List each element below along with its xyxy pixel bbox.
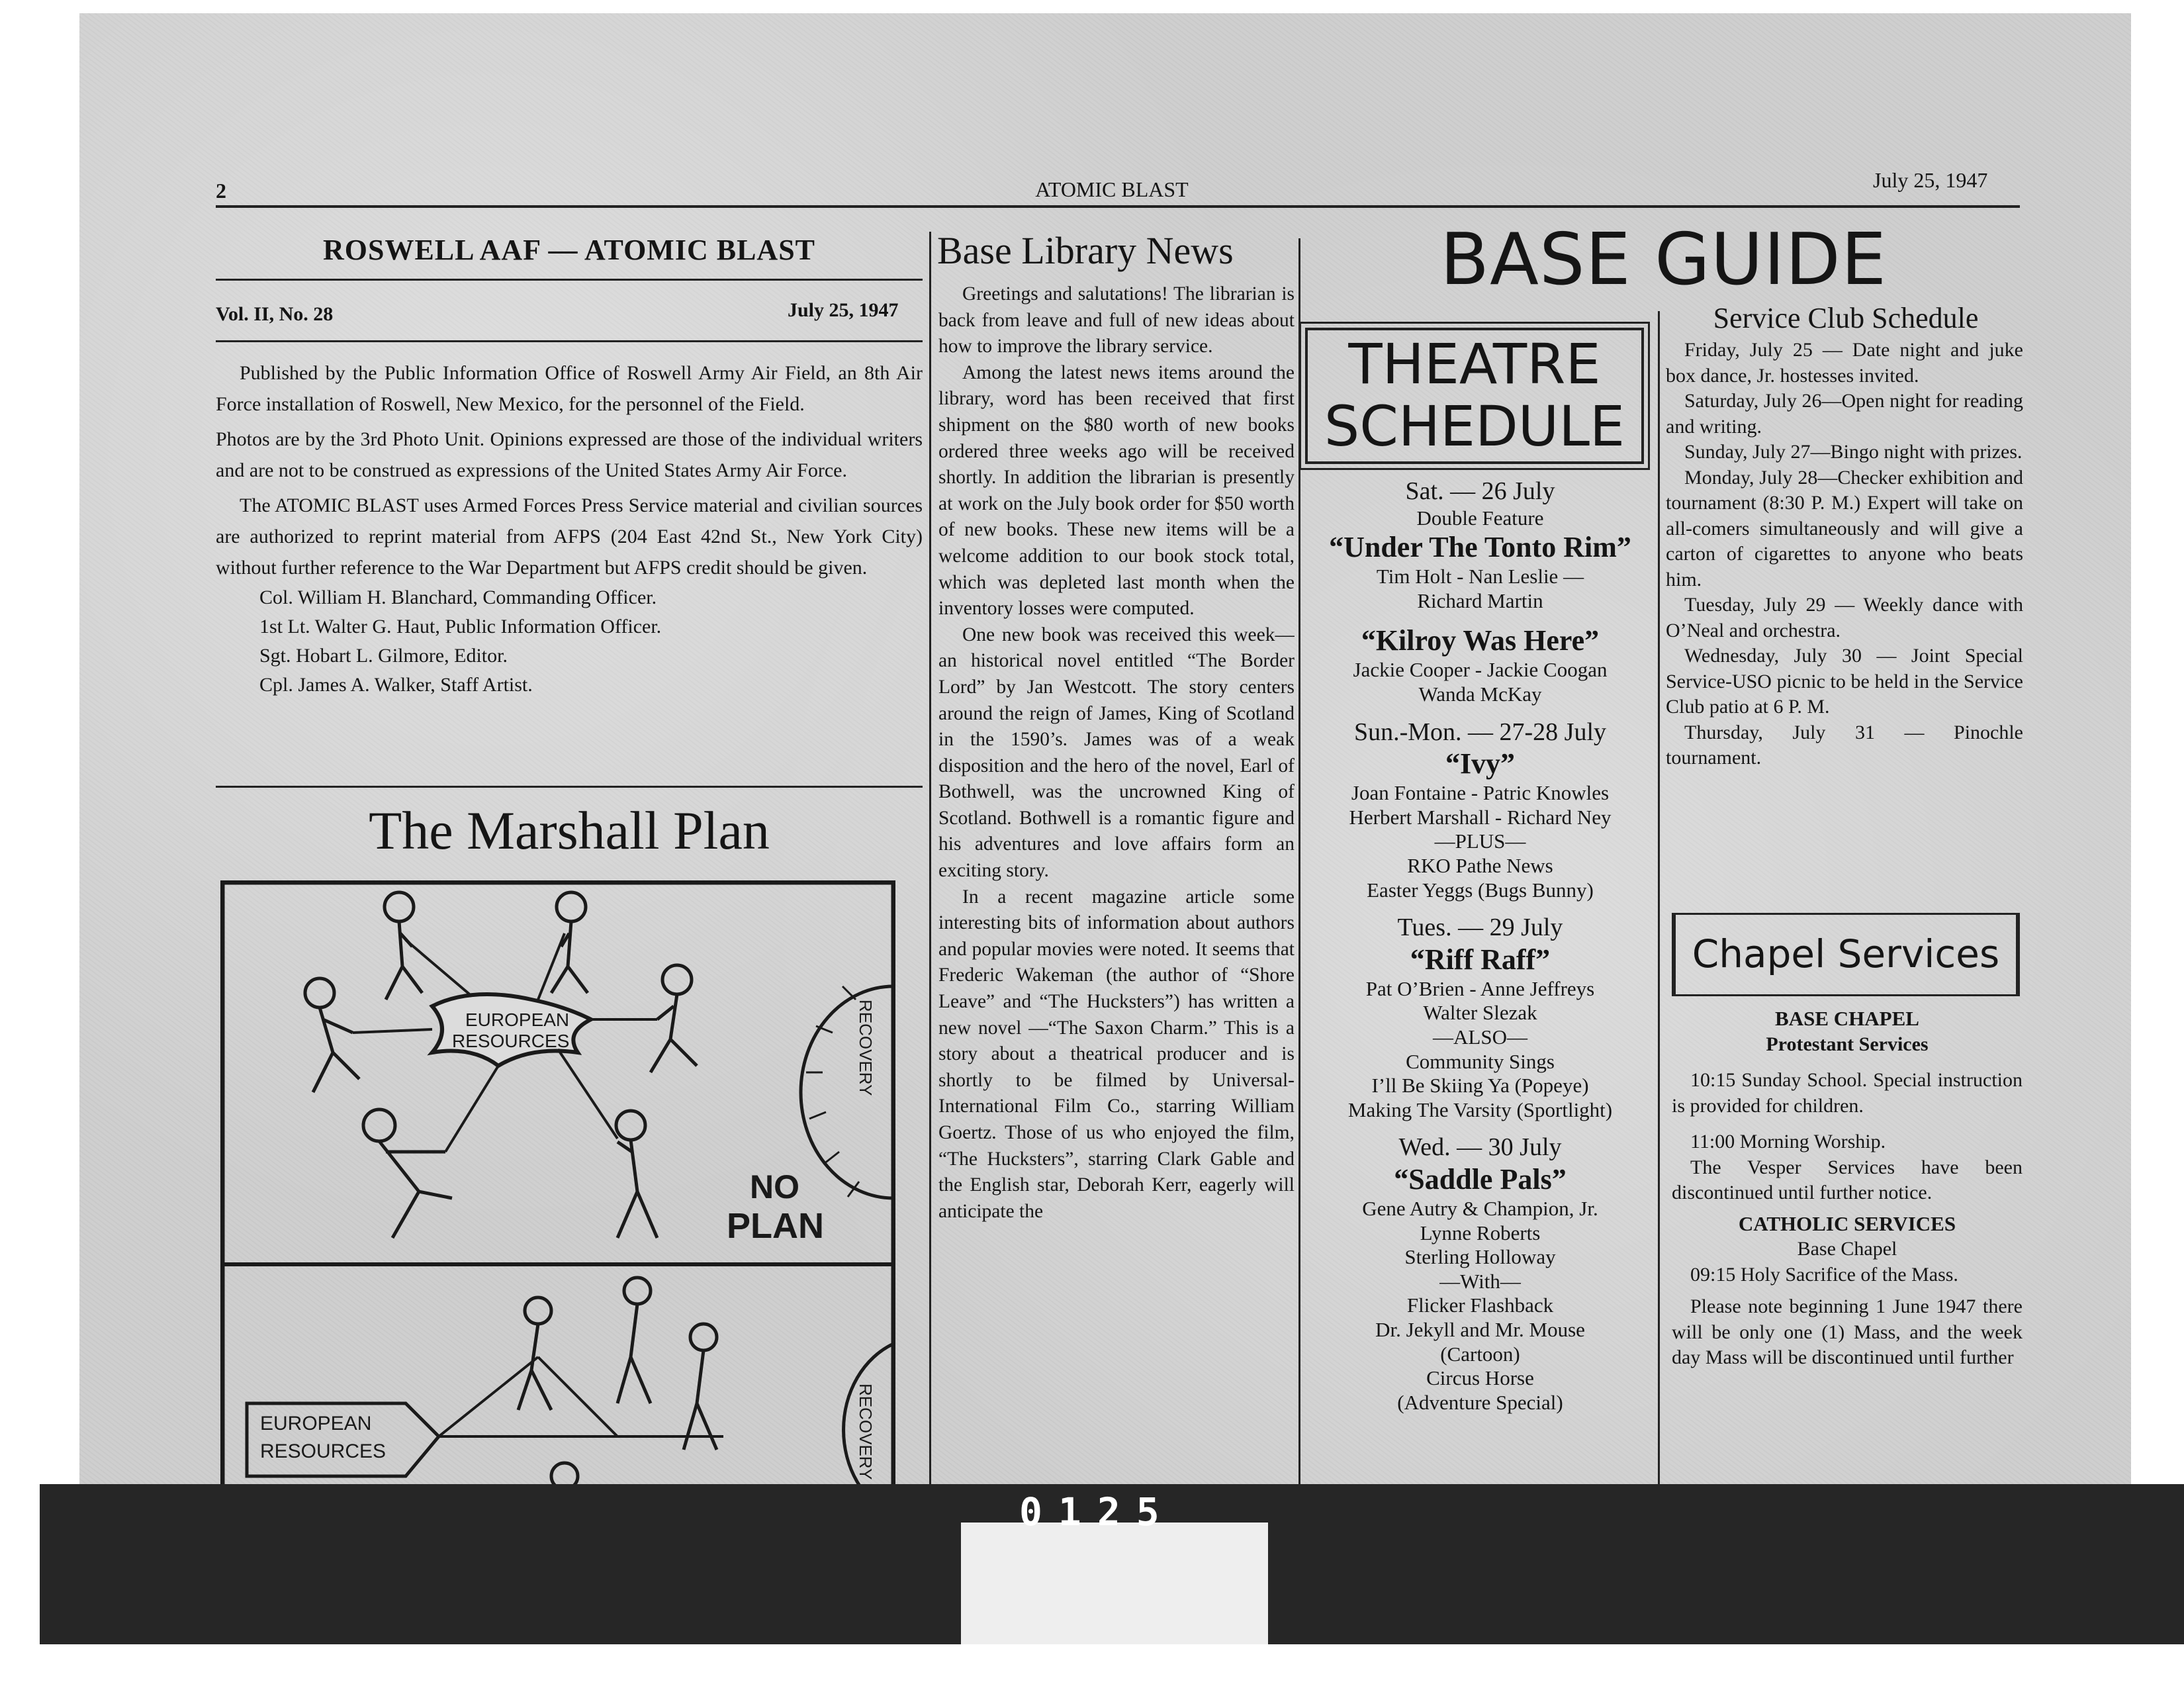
cartoon-label: EUROPEAN xyxy=(465,1009,570,1030)
schedule-item: Monday, July 28—Checker exhibition and tournament (8:30 P. M.) Expert will take on all-comers simultaneously and will give a carton of cigarettes to anyone who beats him. xyxy=(1666,466,2023,590)
divider xyxy=(216,279,923,281)
masthead-title: ROSWELL AAF — ATOMIC BLAST xyxy=(322,234,816,266)
cast-line: Pat O’Brien - Anne Jeffreys xyxy=(1365,976,1595,1000)
cast-line: Herbert Marshall - Richard Ney xyxy=(1349,805,1612,829)
catholic-heading: CATHOLIC SERVICES xyxy=(1738,1211,1956,1235)
service-club-title: Service Club Schedule xyxy=(1713,302,1979,334)
cast-line: Circus Horse xyxy=(1426,1366,1534,1390)
cartoon-caption: PLAN xyxy=(727,1206,824,1246)
staff-line: Col. William H. Blanchard, Commanding Officer. xyxy=(259,586,657,608)
paragraph: One new book was received this week—an historical novel entitled “The Border Lord” by Jan Westcott. The story centers around the reign of James, King of Scotland in the 1590’s. James was of a weak disposition and the hero of the novel, Earl of Bothwell, was the uncrowned King of Scotland. Bothwell is a romantic figure and his adventures and love affairs form an exciting story. xyxy=(938,624,1295,882)
cast-line: —With— xyxy=(1439,1269,1521,1293)
paragraph: Photos are by the 3rd Photo Unit. Opinions expressed are those of the individual writers and are not to be construed as expressions of the United States Army Air Force. xyxy=(216,428,923,481)
column-rule xyxy=(929,232,931,1489)
film-label-box xyxy=(961,1523,1268,1644)
cast-line: Sterling Holloway xyxy=(1404,1245,1556,1269)
cast-line: Dr. Jekyll and Mr. Mouse xyxy=(1375,1317,1585,1341)
cast-line: Flicker Flashback xyxy=(1406,1293,1554,1317)
showing-date: Wed. — 30 July xyxy=(1398,1133,1562,1162)
cast-line: Easter Yeggs (Bugs Bunny) xyxy=(1367,878,1594,902)
library-title: Base Library News xyxy=(937,229,1234,272)
column-rule xyxy=(1658,311,1660,1489)
cast-line: Joan Fontaine - Patric Knowles xyxy=(1351,781,1610,805)
schedule-item: Saturday, July 26—Open night for reading and writing. xyxy=(1666,390,2023,438)
showing-date: Tues. — 29 July xyxy=(1397,914,1563,942)
marshall-plan-cartoon xyxy=(220,880,895,1491)
divider xyxy=(216,340,923,342)
service-item: Please note beginning 1 June 1947 there will be only one (1) Mass, and the week day Mass will be discontinued until further xyxy=(1672,1295,2023,1368)
schedule-item: Sunday, July 27—Bingo night with prizes. xyxy=(1684,441,2023,463)
stick-figures-2 xyxy=(518,1278,717,1489)
sun-rays xyxy=(806,986,859,1197)
heading-line: SCHEDULE xyxy=(1324,394,1625,459)
service-club-schedule xyxy=(1666,338,2023,771)
base-guide-title: BASE GUIDE xyxy=(1440,218,1888,301)
cast-line: Community Sings xyxy=(1406,1049,1555,1073)
protestant-heading: Protestant Services xyxy=(1766,1033,1929,1055)
paragraph: Published by the Public Information Office of Roswell Army Air Field, an 8th Air Force installation of Roswell, New Mexico, for the personnel of the Field. xyxy=(216,362,923,415)
paragraph: In a recent magazine article some interesting bits of information about authors and popular movies were noted. It seems that Frederic Wakeman (the author of “Shore Leave” and “The Hucksters”) has written a new novel —“The Saxon Charm.” This is a story about a theatrical producer and is shortly to be filmed by Universal-International Film Co., starring William Goertz. Those of us who enjoyed the film, “The Hucksters”, starring Clark Gable and the English star, Deborah Kerr, eagerly will anticipate the xyxy=(938,886,1295,1222)
masthead-info xyxy=(216,357,923,700)
base-chapel-heading: BASE CHAPEL xyxy=(1775,1007,1919,1030)
paragraph: Among the latest news items around the library, word has been received that first shipment on the $80 worth of new books ordered three weeks ago will be received shortly. In addition the librarian is presently at work on the July book order for $50 worth of new books. These new items will be a welcome addition to our book stock total, which was depleted last month when the inventory losses were computed. xyxy=(938,361,1295,620)
cartoon-title: The Marshall Plan xyxy=(369,800,770,861)
cartoon-recovery-label: RECOVERY xyxy=(856,1383,876,1480)
schedule-item: Thursday, July 31 — Pinochle tournament. xyxy=(1666,721,2023,769)
theatre-listing xyxy=(1302,913,1658,1122)
theatre-listing xyxy=(1302,477,1658,613)
page-number: 2 xyxy=(216,179,226,203)
cast-line: —ALSO— xyxy=(1433,1025,1527,1049)
theatre-schedule-heading xyxy=(1305,328,1644,464)
divider xyxy=(216,786,923,788)
cast-line: RKO Pathe News xyxy=(1407,854,1553,877)
service-item: 09:15 Holy Sacrifice of the Mass. xyxy=(1690,1263,1958,1286)
cast-line: (Adventure Special) xyxy=(1397,1390,1563,1414)
masthead-date: July 25, 1947 xyxy=(788,299,899,321)
chapel-services-heading: Chapel Services xyxy=(1672,913,2020,996)
cast-line: Jackie Cooper - Jackie Coogan xyxy=(1353,658,1608,682)
film-title: “Kilroy Was Here” xyxy=(1361,624,1600,657)
cast-line: Walter Slezak xyxy=(1423,1001,1537,1025)
resources-blob xyxy=(432,994,591,1066)
film-title: “Under The Tonto Rim” xyxy=(1329,531,1631,564)
cast-line: Richard Martin xyxy=(1417,588,1543,612)
cast-line: Making The Varsity (Sportlight) xyxy=(1347,1098,1613,1121)
staff-line: 1st Lt. Walter G. Haut, Public Information Officer. xyxy=(259,616,662,637)
cast-line: Wanda McKay xyxy=(1418,682,1542,706)
sun-arc xyxy=(801,986,893,1198)
showing-date: Sat. — 26 July xyxy=(1405,477,1555,505)
staff-line: Cpl. James A. Walker, Staff Artist. xyxy=(259,674,533,696)
heading-line: THEATRE xyxy=(1348,332,1601,397)
theatre-listing xyxy=(1302,718,1658,903)
film-title: “Ivy” xyxy=(1445,747,1516,780)
cast-line: —PLUS— xyxy=(1434,829,1526,853)
cast-line: I’ll Be Skiing Ya (Popeye) xyxy=(1371,1074,1589,1098)
paragraph: The ATOMIC BLAST uses Armed Forces Press Service material and civilian sources are authorized to reprint material from AFPS (204 East 42nd St., New York City) without further reference to the War Department but AFPS credit should be given. xyxy=(216,494,923,579)
schedule-item: Friday, July 25 — Date night and juke box dance, Jr. hostesses invited. xyxy=(1666,339,2023,387)
schedule-item: Tuesday, July 29 — Weekly dance with O’Neal and orchestra. xyxy=(1666,594,2023,641)
showing-date: Sun.-Mon. — 27-28 July xyxy=(1353,718,1607,746)
library-article xyxy=(938,281,1295,1489)
cast-line: Lynne Roberts xyxy=(1420,1221,1541,1244)
paragraph: Greetings and salutations! The librarian is back from leave and full of new ideas about how to improve the library service. xyxy=(938,283,1295,357)
service-item: The Vesper Services have been discontinued until further notice. xyxy=(1672,1156,2023,1203)
cartoon-caption: NO xyxy=(750,1168,799,1205)
volume-number: Vol. II, No. 28 xyxy=(216,303,334,325)
cartoon-label: RESOURCES xyxy=(260,1440,387,1462)
rope-lines-2 xyxy=(439,1357,723,1436)
film-title: “Saddle Pals” xyxy=(1394,1163,1567,1196)
cast-line: Tim Holt - Nan Leslie — xyxy=(1376,565,1584,588)
film-frame-number: 0125 xyxy=(1019,1489,1175,1534)
film-title: “Riff Raff” xyxy=(1410,943,1551,976)
staff-line: Sgt. Hobart L. Gilmore, Editor. xyxy=(259,645,508,667)
theatre-listing xyxy=(1302,1133,1658,1415)
theatre-listings xyxy=(1302,477,1658,1484)
cartoon-label: RESOURCES xyxy=(452,1031,570,1051)
cast-line: (Cartoon) xyxy=(1440,1342,1520,1366)
schedule-item: Wednesday, July 30 — Joint Special Service-USO picnic to be held in the Service Club patio at 6 P. M. xyxy=(1666,645,2023,718)
cartoon-recovery-label: RECOVERY xyxy=(856,1000,876,1096)
service-item: 10:15 Sunday School. Special instruction is provided for children. xyxy=(1672,1069,2023,1117)
header-date: July 25, 1947 xyxy=(1873,168,1988,192)
showing-note: Double Feature xyxy=(1416,506,1544,530)
header-rule xyxy=(216,205,2020,208)
theatre-listing xyxy=(1302,624,1658,706)
running-head: ATOMIC BLAST xyxy=(1035,177,1189,201)
catholic-subheading: Base Chapel xyxy=(1797,1238,1897,1260)
cartoon-label: EUROPEAN xyxy=(260,1413,372,1434)
chapel-services xyxy=(1672,1006,2023,1484)
cast-line: Gene Autry & Champion, Jr. xyxy=(1362,1197,1598,1221)
service-item: 11:00 Morning Worship. xyxy=(1690,1131,1886,1152)
column-rule xyxy=(1298,238,1300,1489)
